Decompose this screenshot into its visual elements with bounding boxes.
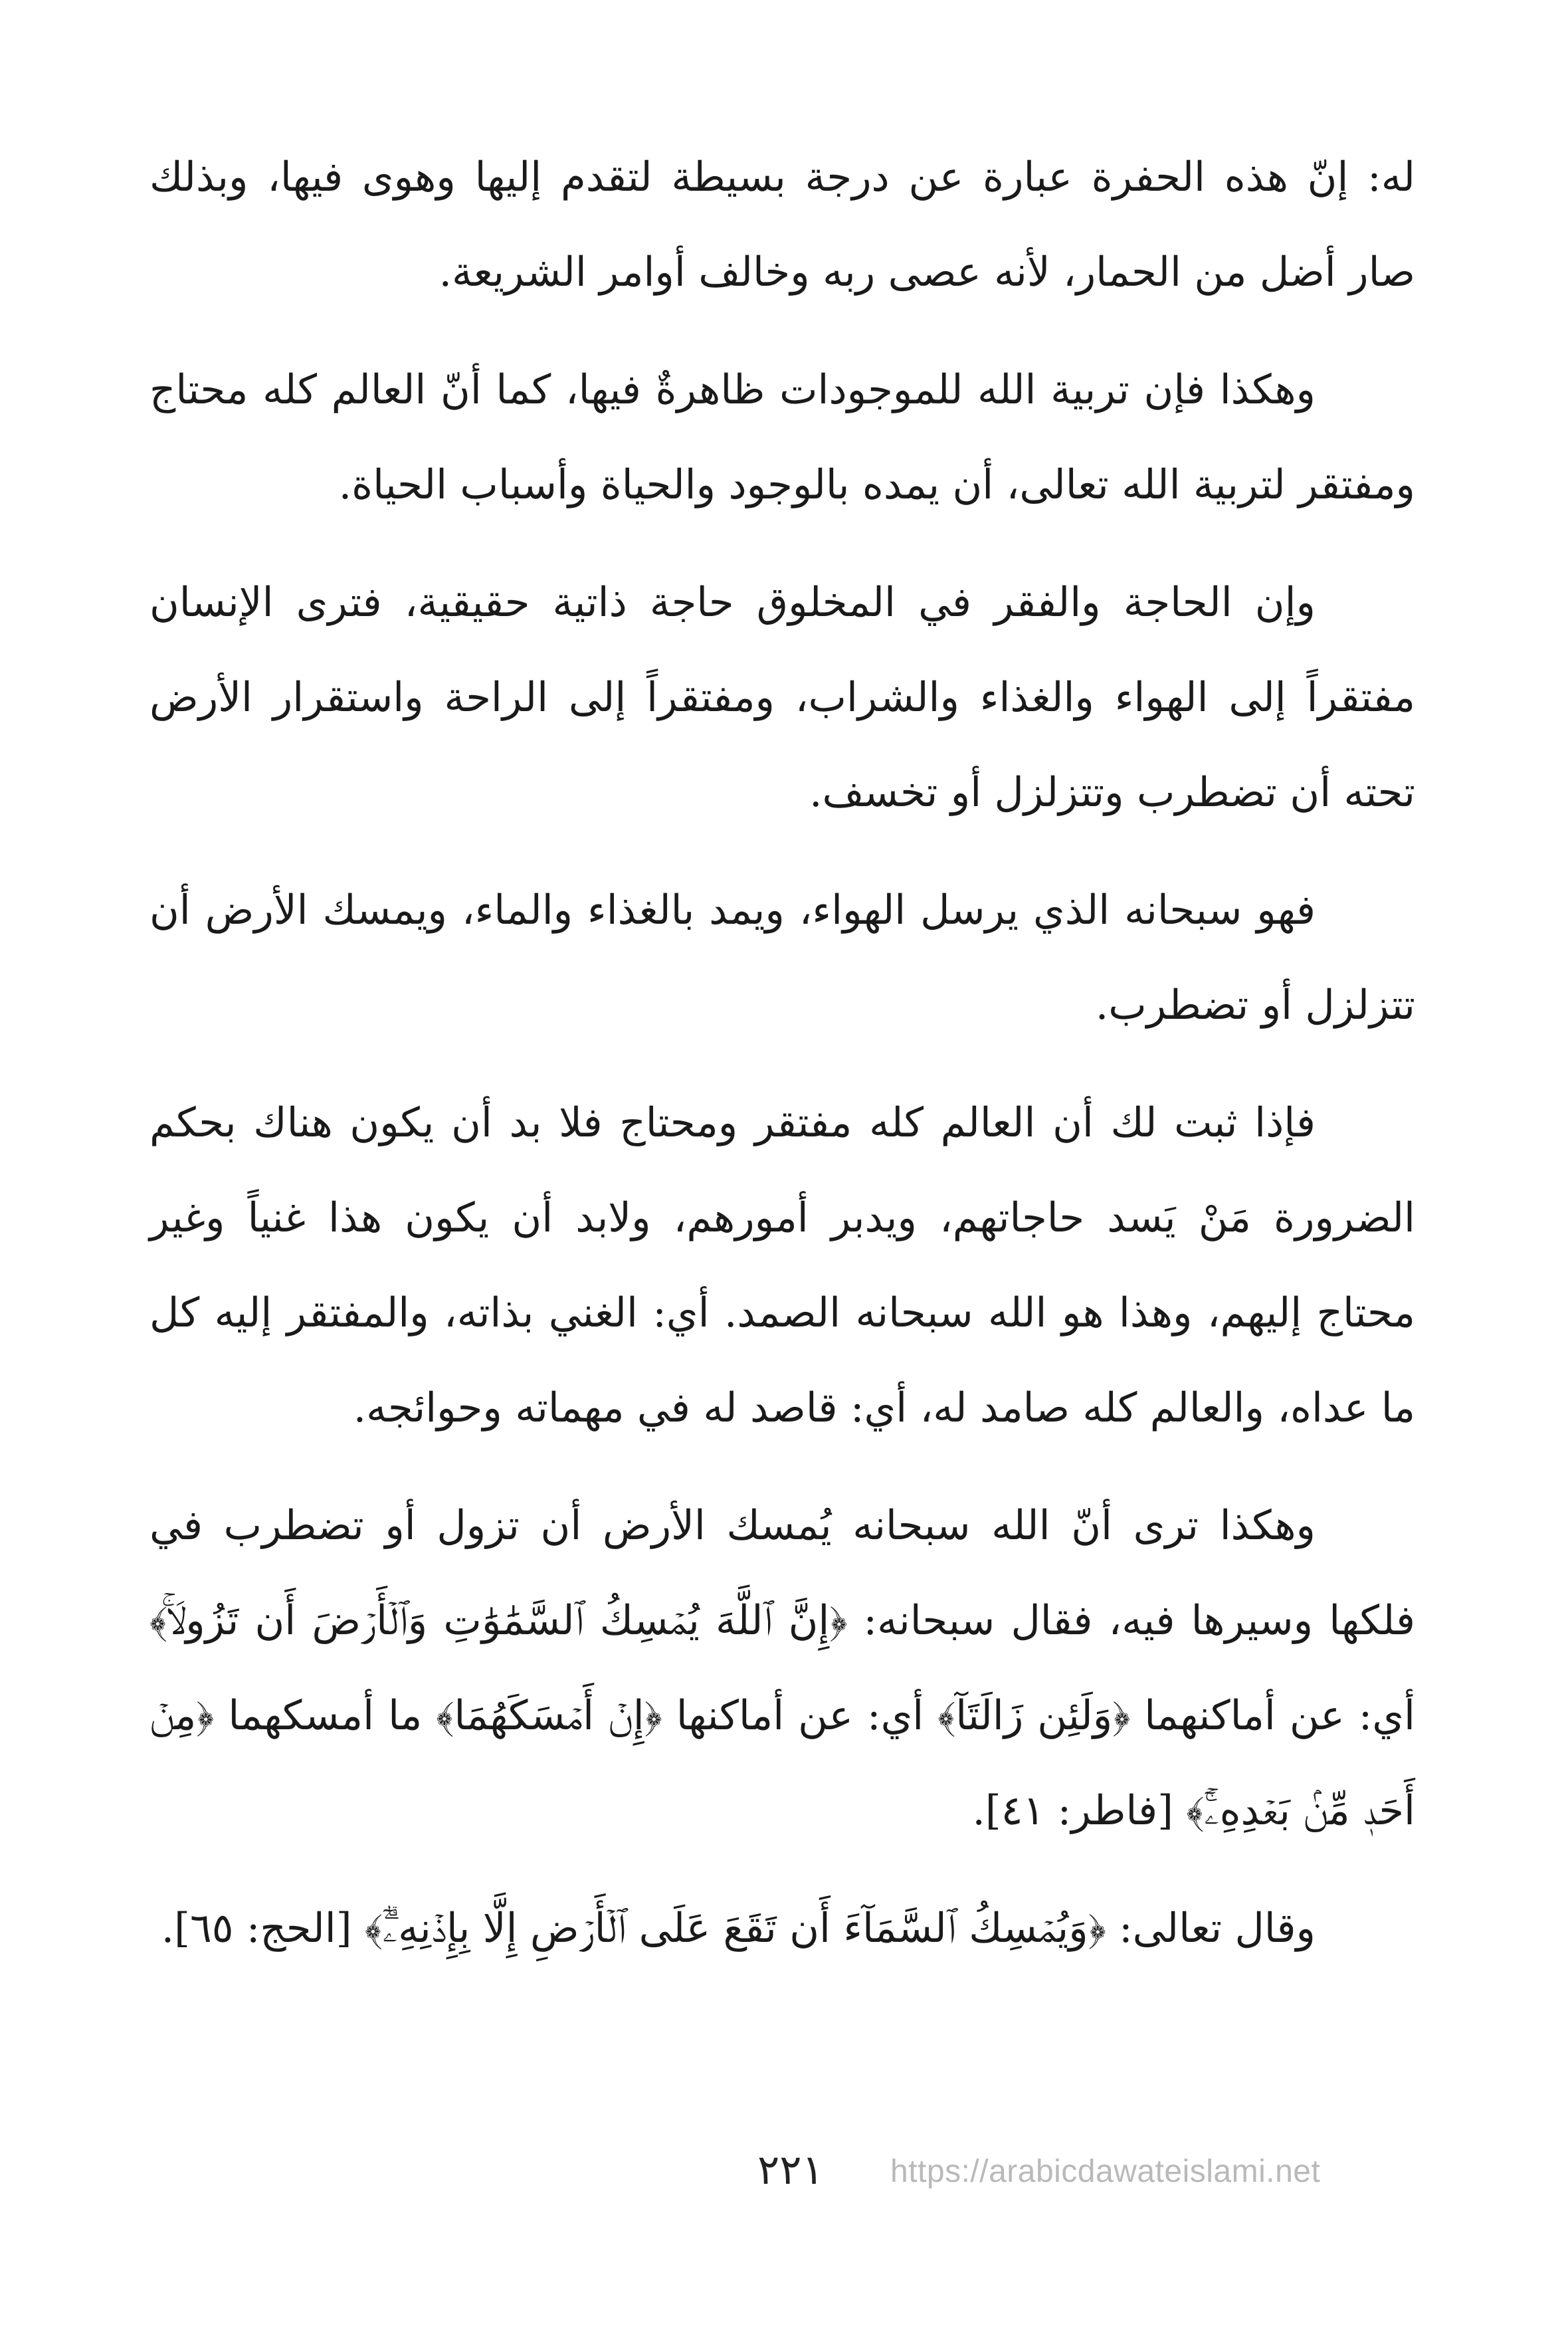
paragraph-2: وهكذا فإن تربية الله للموجودات ظاهرةٌ فيها، كما أنّ العالم كله محتاج ومفتقر لتربية الله تعالى، أن يمده بالوجود والحياة وأسباب الحياة.: [149, 366, 1415, 508]
paragraph-6: وهكذا ترى أنّ الله سبحانه يُمسك الأرض أن تزول أو تضطرب في فلكها وسيرها فيه، فقال سبحانه: ﴿إِنَّ ٱللَّهَ يُمۡسِكُ ٱلسَّمَٰوَٰتِ وَٱلۡأَرۡضَ أَن تَزُولَاۚ﴾ أي: عن أماكنهما ﴿وَلَئِن زَالَتَآ﴾ أي: عن أماكنها ﴿إِنۡ أَمۡسَكَهُمَا﴾ ما أمسكهما ﴿مِنۡ أَحَدٖ مِّنۢ بَعۡدِهِۦٓۚ﴾ [فاطر: ٤١].: [149, 1502, 1415, 1834]
page-number: ٢٢١: [757, 2145, 824, 2194]
paragraph-4: فهو سبحانه الذي يرسل الهواء، ويمد بالغذاء والماء، ويمسك الأرض أن تتزلزل أو تضطرب.: [149, 887, 1415, 1029]
page-footer: [0, 2140, 1568, 2206]
paragraph-3: وإن الحاجة والفقر في المخلوق حاجة ذاتية حقيقية، فترى الإنسان مفتقراً إلى الهواء والغذاء والشراب، ومفتقراً إلى الراحة واستقرار الأرض تحته أن تضطرب وتتزلزل أو تخسف.: [149, 579, 1415, 816]
paragraph-5: فإذا ثبت لك أن العالم كله مفتقر ومحتاج فلا بد أن يكون هناك بحكم الضرورة مَنْ يَسد حاجاتهم، ويدبر أمورهم، ولابد أن يكون هذا غنياً وغير محتاج إليهم، وهذا هو الله سبحانه الصمد. أي: الغني بذاته، والمفتقر إليه كل ما عداه، والعالم كله صامد له، أي: قاصد له في مهماته وحوائجه.: [149, 1099, 1415, 1432]
body-text: [149, 130, 1415, 1998]
paragraph-7: وقال تعالى: ﴿وَيُمۡسِكُ ٱلسَّمَآءَ أَن تَقَعَ عَلَى ٱلۡأَرۡضِ إِلَّا بِإِذۡنِهِۦٓۗ﴾ [الحج: ٦٥].: [161, 1905, 1316, 1952]
website-watermark: https://arabicdawateislami.net: [890, 2154, 1321, 2189]
paragraph-1: له: إنّ هذه الحفرة عبارة عن درجة بسيطة لتقدم إليها وهوى فيها، وبذلك صار أضل من الحمار، لأنه عصى ربه وخالف أوامر الشريعة.: [149, 154, 1415, 296]
